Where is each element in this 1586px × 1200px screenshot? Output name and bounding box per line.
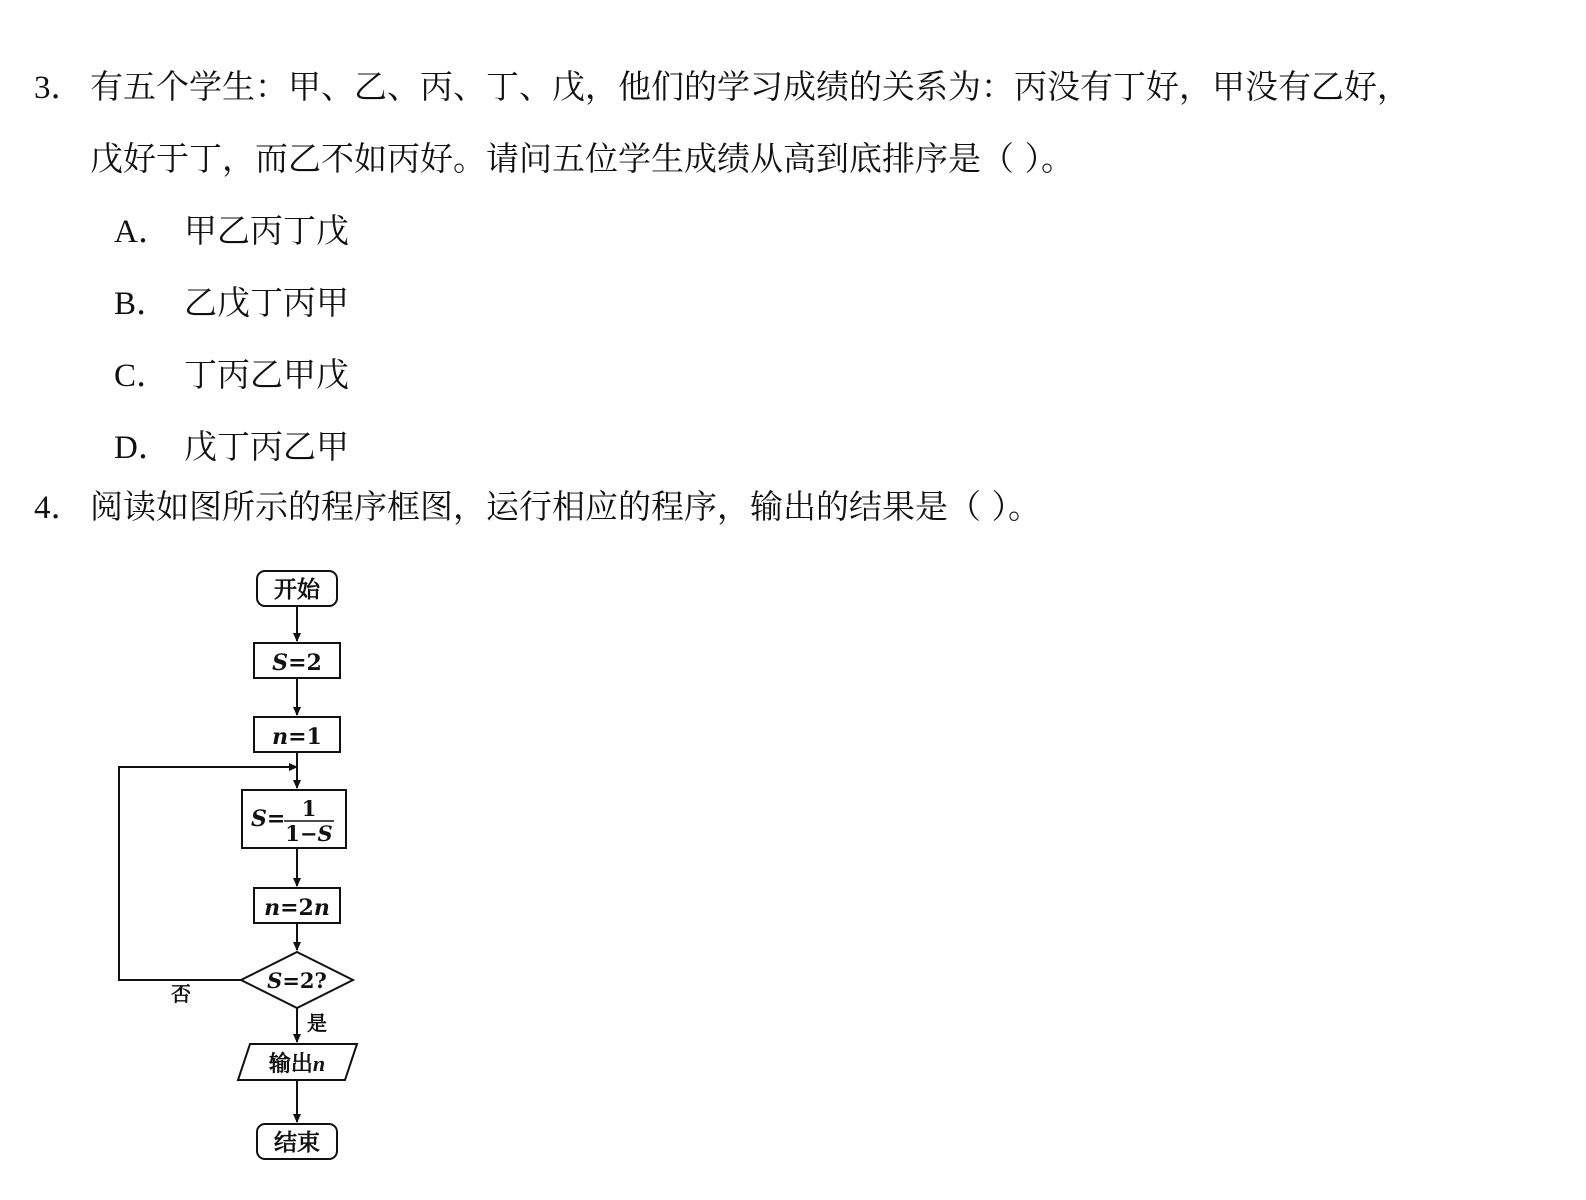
init-n-label (272, 724, 322, 750)
init-s-label (272, 650, 322, 676)
var-n: n (272, 724, 289, 750)
option-letter: B． (114, 286, 170, 322)
var-s: S (267, 968, 283, 993)
update-s-denominator (285, 821, 332, 846)
option-letter: D． (114, 430, 171, 466)
option-text: 甲乙丙丁戊 (184, 211, 349, 250)
start-label: 开始 (274, 576, 320, 603)
decision-label (267, 968, 327, 993)
eq-text: =2 (288, 650, 322, 676)
q4-text-1: 阅读如图所示的程序框图，运行相应的程序，输出的结果是（ ）。 (90, 487, 1041, 526)
q3-text-1: 有五个学生：甲、乙、丙、丁、戊，他们的学习成绩的关系为：丙没有丁好，甲没有乙好， (90, 67, 1410, 106)
loop-back-line (119, 767, 297, 980)
var-n: n (312, 1051, 326, 1076)
q3-line-2: 戊好于丁，而乙不如丙好。请问五位学生成绩从高到底排序是（ ）。 (90, 139, 1074, 178)
den-var: S (317, 821, 333, 846)
option-letter: A． (114, 214, 171, 250)
update-s-lhs: S= (251, 806, 286, 832)
var-n-2: n (313, 895, 330, 921)
no-label: 否 (171, 982, 191, 1006)
option-letter: C． (114, 358, 170, 394)
option-text: 丁丙乙甲戊 (184, 355, 349, 394)
yes-label: 是 (307, 1011, 327, 1035)
end-label: 结束 (274, 1129, 320, 1156)
var-n: n (264, 895, 281, 921)
q3-number: 3． (34, 70, 84, 106)
output-text: 输出 (268, 1051, 313, 1077)
option-text: 戊丁丙乙甲 (184, 427, 349, 466)
var-s: S (272, 650, 289, 676)
q4-number: 4． (34, 490, 84, 526)
output-label (268, 1051, 325, 1077)
decision-text: =2? (282, 968, 327, 993)
option-text: 乙戊丁丙甲 (184, 283, 349, 322)
eq-text: =1 (288, 724, 322, 750)
eq-text: =2 (280, 895, 314, 921)
update-s-numerator: 1 (301, 796, 317, 821)
den-prefix: 1− (285, 821, 318, 846)
update-n-label (264, 895, 330, 921)
